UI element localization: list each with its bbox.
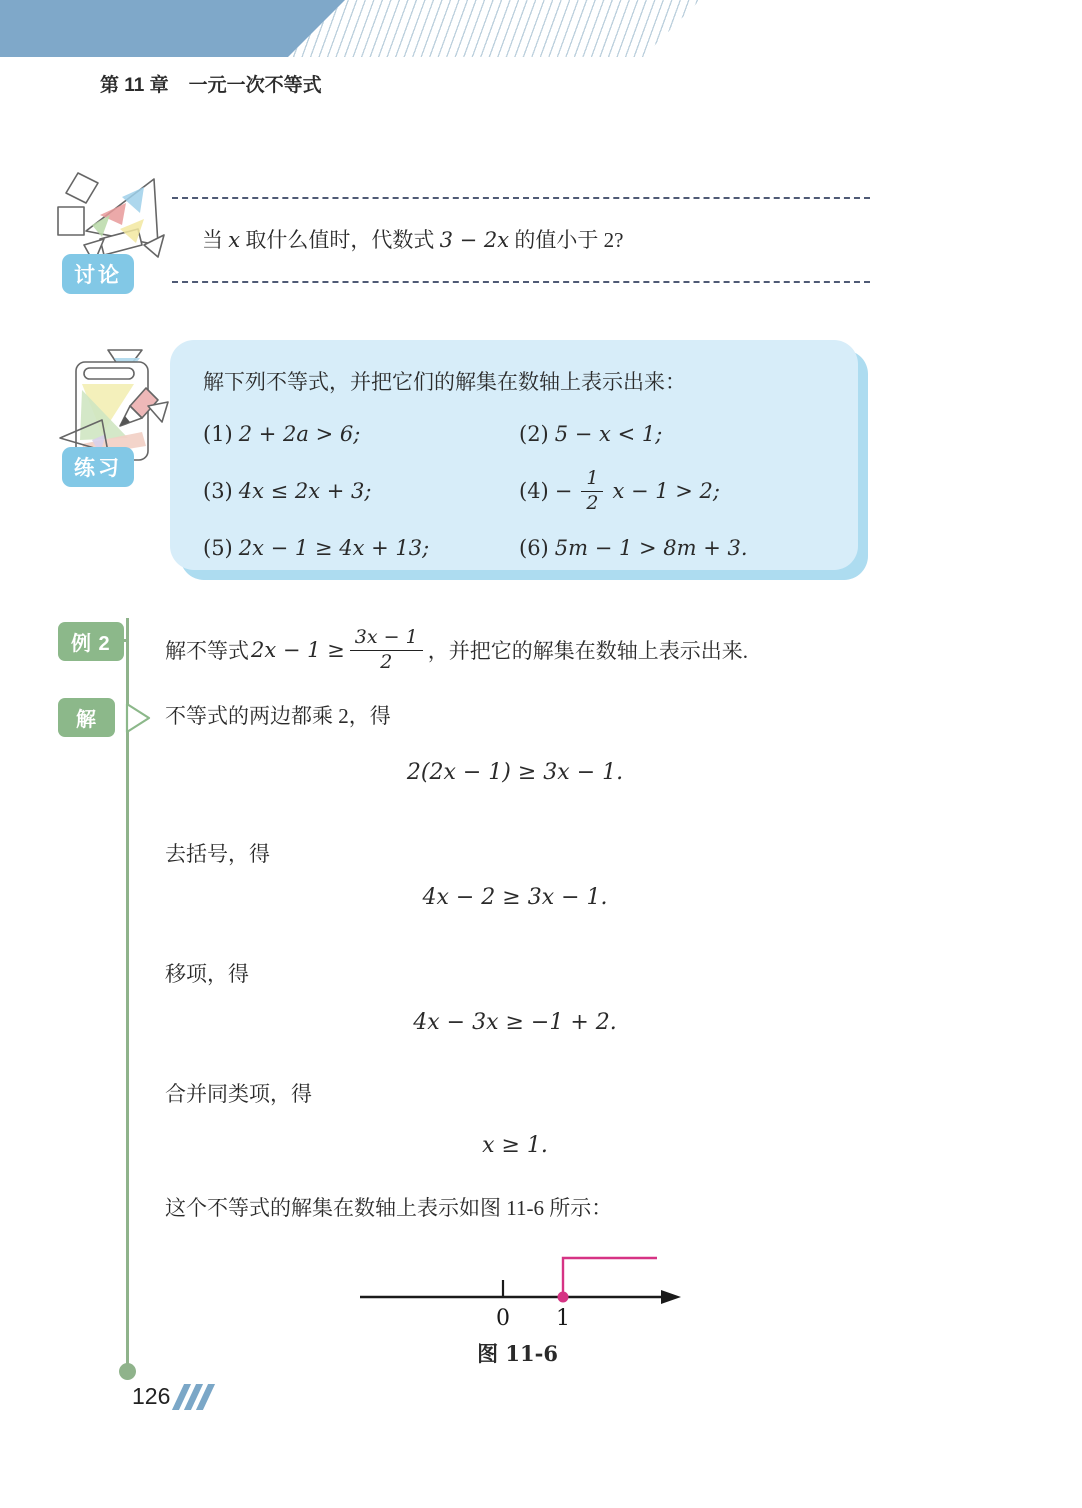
item-label: (4) [519, 479, 549, 503]
solution-step-label-2: 去括号，得 [165, 842, 270, 866]
item-label: (5) [203, 536, 233, 560]
example-problem [165, 627, 925, 674]
chapter-heading [100, 70, 322, 97]
item-label: (2) [519, 422, 549, 446]
solution-equation-2: 4x − 2 ≥ 3x − 1. [422, 885, 608, 910]
page-number: 126 [132, 1383, 171, 1409]
item-expr: 5 − x < 1; [554, 422, 663, 446]
figure-caption: 图 11-6 [477, 1341, 558, 1366]
question-var: x [228, 228, 241, 252]
axis-arrowhead [661, 1290, 681, 1304]
item-expr: 5m − 1 > 8m + 3. [554, 536, 748, 560]
fraction-numerator: 1 [581, 468, 603, 492]
practice-item-2 [519, 408, 858, 460]
question-text-mid: 取什么值时，代数式 [240, 228, 440, 252]
example-badge [58, 622, 124, 661]
example-badge-label: 例 2 [71, 633, 111, 655]
question-text: 当 [202, 228, 229, 252]
chapter-title: 一元一次不等式 [188, 75, 322, 96]
fraction-denominator: 2 [586, 491, 599, 514]
item-post: x − 1 > 2; [612, 479, 720, 503]
item-label: (1) [203, 422, 233, 446]
practice-item-1 [203, 408, 519, 460]
practice-item-5 [203, 522, 519, 574]
discussion-badge [62, 254, 134, 294]
item-pre: − [554, 479, 573, 503]
question-text-post: 的值小于 2? [509, 228, 624, 252]
solution-equation-4: x ≥ 1. [482, 1133, 548, 1158]
fraction-denominator: 2 [380, 650, 393, 673]
tick-label-one: 1 [556, 1306, 570, 1331]
problem-fraction [350, 627, 423, 674]
problem-post: ，并把它的解集在数轴上表示出来. [427, 639, 748, 664]
solution-equation-1: 2(2x − 1) ≥ 3x − 1. [406, 760, 624, 785]
practice-items [203, 408, 858, 574]
practice-intro: 解下列不等式，并把它们的解集在数轴上表示出来： [203, 370, 686, 394]
solution-badge-label: 解 [76, 709, 97, 731]
solution-equation-3: 4x − 3x ≥ −1 + 2. [413, 1010, 617, 1035]
item-expr: 2 + 2a > 6; [238, 422, 361, 446]
solution-step-label-3: 移项，得 [165, 962, 249, 986]
page-slashes-icon [178, 1384, 209, 1410]
discussion-section [172, 197, 870, 283]
problem-inequality: 2x − 1 ≥ [251, 638, 345, 663]
tick-label-zero: 0 [496, 1306, 510, 1331]
item-expr: 4x ≤ 2x + 3; [238, 479, 372, 503]
solution-step-intro: 不等式的两边都乘 2，得 [165, 704, 391, 728]
header-blue-band [0, 0, 345, 57]
practice-badge [62, 447, 134, 487]
item-label: (3) [203, 479, 233, 503]
solution-ray [563, 1258, 657, 1297]
practice-box [170, 340, 858, 570]
chapter-number: 第 11 章 [100, 75, 169, 96]
closed-endpoint-dot [558, 1292, 569, 1303]
example-timeline-end-dot [119, 1363, 136, 1380]
item-expr: 2x − 1 ≥ 4x + 13; [238, 536, 430, 560]
practice-badge-label: 练习 [74, 457, 122, 480]
page-footer [132, 1383, 209, 1410]
header-hatch-pattern [288, 0, 700, 57]
fraction [581, 468, 603, 515]
solution-conclusion: 这个不等式的解集在数轴上表示如图 11-6 所示： [165, 1196, 613, 1220]
practice-item-3 [203, 460, 519, 522]
solution-arrow-icon [125, 700, 155, 736]
item-label: (6) [519, 536, 549, 560]
problem-pre: 解不等式 [165, 639, 249, 664]
solution-badge [58, 698, 115, 737]
fraction-numerator: 3x − 1 [350, 627, 423, 651]
practice-item-4 [519, 460, 858, 522]
solution-step-label-4: 合并同类项，得 [165, 1082, 312, 1106]
discussion-question [172, 199, 870, 281]
practice-item-6 [519, 522, 858, 574]
question-expr: 3 − 2x [439, 228, 510, 252]
discussion-badge-label: 讨论 [74, 264, 122, 287]
number-line-figure [345, 1243, 690, 1333]
